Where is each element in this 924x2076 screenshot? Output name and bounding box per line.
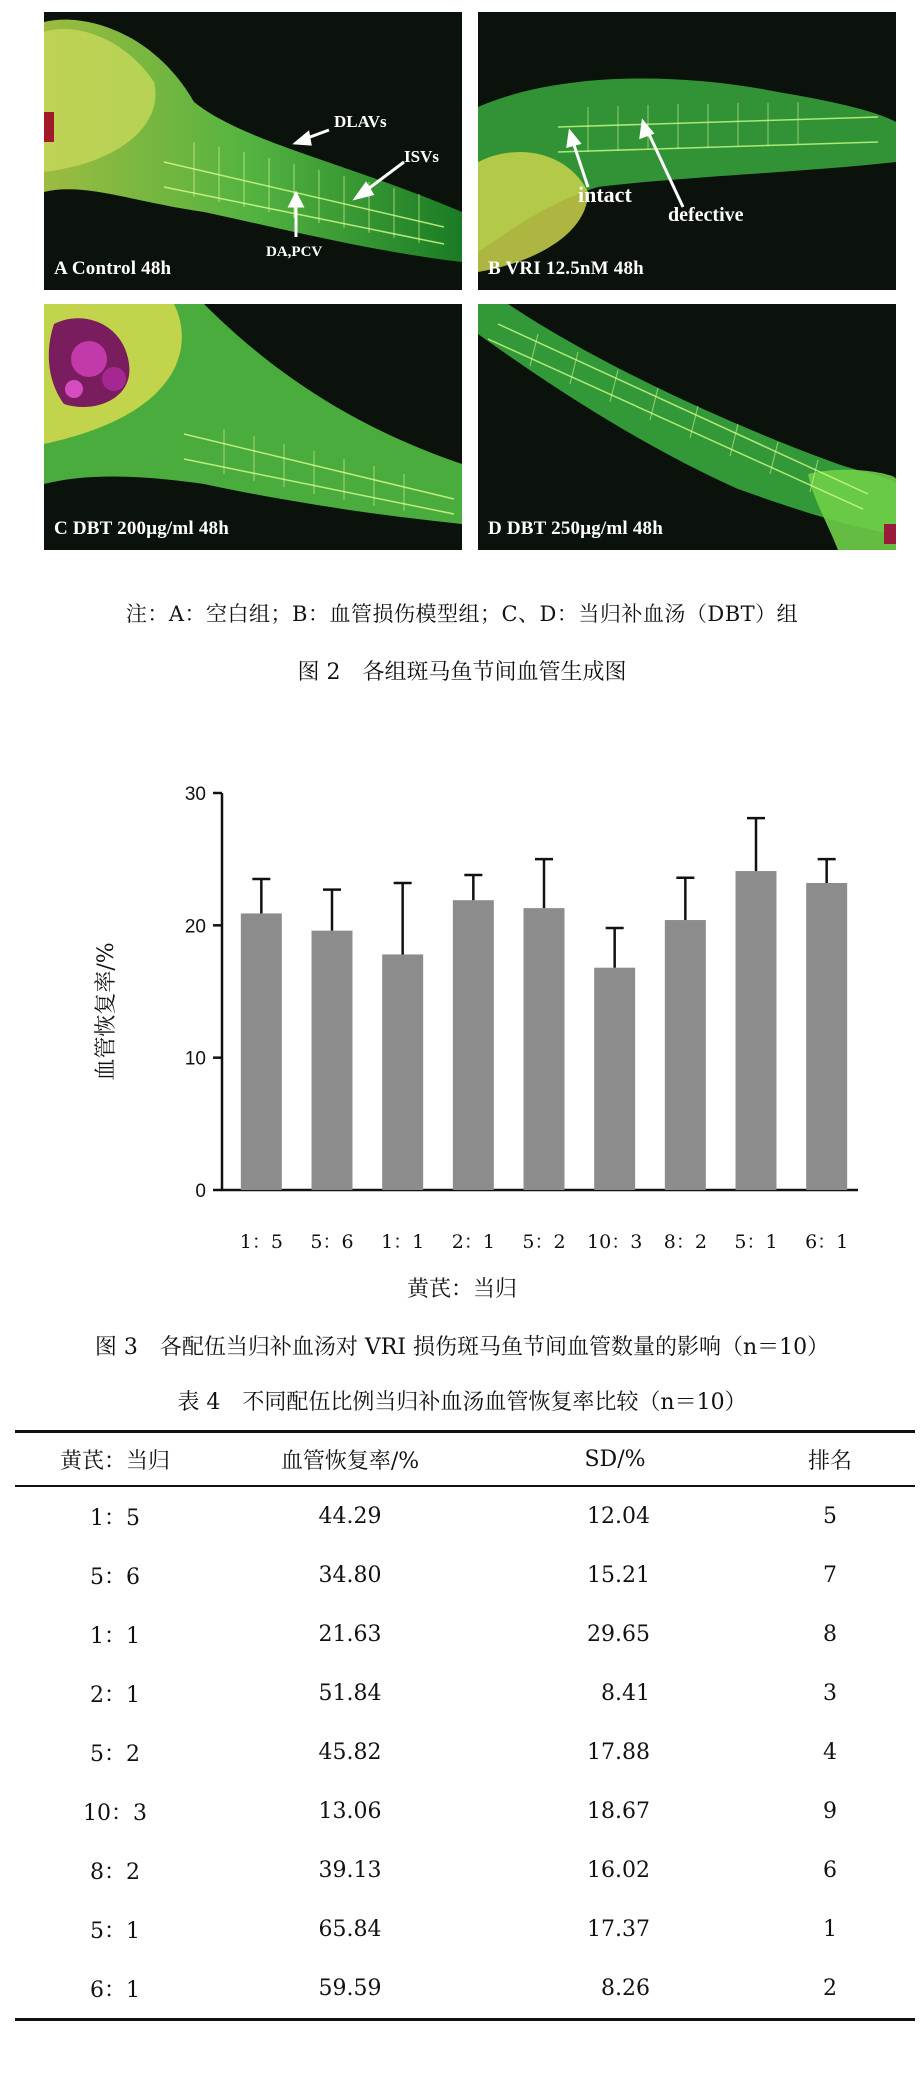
dlav-label: DLAVs (334, 112, 387, 131)
isv-label: ISVs (404, 147, 439, 166)
table-row (15, 1959, 915, 2018)
x-tick-label: 8：2 (663, 1231, 707, 1253)
cell-ratio: 5：1 (90, 1918, 140, 1944)
x-tick-label: 1：1 (381, 1231, 425, 1253)
cell-recovery-rate: 13.06 (318, 1798, 382, 1824)
header-rank: 排名 (807, 1448, 852, 1474)
table-bottom-rule (15, 2018, 915, 2021)
cell-rank: 7 (823, 1562, 837, 1588)
cell-sd (485, 1900, 745, 1959)
cell-sd-value: 8.26 (601, 1975, 650, 2001)
y-tick-label: 10 (184, 1048, 206, 1070)
x-tick-label: 5：1 (734, 1231, 778, 1253)
table-row (15, 1546, 915, 1605)
zebrafish-dbt250-image (478, 304, 896, 550)
cell-sd (485, 1487, 745, 1546)
table-row (15, 1900, 915, 1959)
cell-recovery-rate: 39.13 (318, 1857, 382, 1883)
bar (382, 954, 423, 1190)
cell-sd (485, 1605, 745, 1664)
zebrafish-control-image (44, 12, 462, 290)
x-tick-label: 10：3 (587, 1231, 643, 1253)
cell-recovery-rate: 51.84 (318, 1680, 382, 1706)
table4-caption: 表 4 不同配伍比例当归补血汤血管恢复率比较（n＝10） (177, 1390, 747, 1415)
x-tick-label: 6：1 (805, 1231, 849, 1253)
table-row (15, 1605, 915, 1664)
cell-ratio: 1：1 (90, 1623, 140, 1649)
cell-rank: 1 (823, 1916, 837, 1942)
panel-d-label: D DBT 250μg/ml 48h (488, 518, 664, 539)
cell-recovery-rate: 21.63 (318, 1621, 382, 1647)
x-tick-label: 2：1 (451, 1231, 495, 1253)
panel-a-label: A Control 48h (54, 258, 172, 279)
bar (524, 908, 565, 1190)
bar (241, 913, 282, 1190)
x-tick-label: 5：2 (522, 1231, 566, 1253)
cell-sd (485, 1782, 745, 1841)
recovery-rate-bar-chart (0, 760, 924, 1260)
x-tick-label: 1：5 (239, 1231, 283, 1253)
cell-rank: 3 (823, 1680, 837, 1706)
cell-ratio: 2：1 (90, 1682, 140, 1708)
header-sd: SD/% (584, 1446, 646, 1472)
panel-b-label: B VRI 12.5nM 48h (488, 258, 644, 279)
table-row (15, 1841, 915, 1900)
cell-sd (485, 1841, 745, 1900)
defective-label: defective (668, 204, 744, 226)
cell-sd (485, 1723, 745, 1782)
bar (312, 931, 353, 1190)
cell-sd-value: 15.21 (587, 1562, 650, 1588)
cell-sd-value: 17.88 (587, 1739, 650, 1765)
cell-sd-value: 29.65 (587, 1621, 650, 1647)
y-tick-label: 20 (184, 916, 206, 938)
cell-ratio: 6：1 (90, 1977, 140, 2003)
cell-sd (485, 1664, 745, 1723)
cell-rank: 5 (823, 1503, 837, 1529)
table-row (15, 1487, 915, 1546)
bar (594, 968, 635, 1190)
cell-recovery-rate: 59.59 (318, 1975, 382, 2001)
header-recovery-rate: 血管恢复率/% (280, 1448, 420, 1474)
cell-sd-value: 8.41 (601, 1680, 650, 1706)
cell-sd (485, 1546, 745, 1605)
bar (736, 871, 777, 1190)
cell-ratio: 8：2 (90, 1859, 140, 1885)
cell-recovery-rate: 34.80 (318, 1562, 382, 1588)
table-header-row (15, 1433, 915, 1485)
cell-sd-value: 18.67 (587, 1798, 650, 1824)
table-row (15, 1782, 915, 1841)
bar (453, 900, 494, 1190)
cell-recovery-rate: 65.84 (318, 1916, 382, 1942)
cell-ratio: 10：3 (83, 1800, 147, 1826)
y-axis-title: 血管恢复率/% (94, 942, 119, 1081)
cell-sd-value: 17.37 (587, 1916, 650, 1942)
cell-ratio: 5：2 (90, 1741, 140, 1767)
bar (806, 883, 847, 1190)
cell-ratio: 5：6 (90, 1564, 140, 1590)
bar (665, 920, 706, 1190)
cell-rank: 8 (823, 1621, 837, 1647)
zebrafish-vri-image (478, 12, 896, 290)
figure2-caption: 图 2 各组斑马鱼节间血管生成图 (297, 660, 627, 685)
cell-rank: 6 (823, 1857, 837, 1883)
zebrafish-dbt200-image (44, 304, 462, 550)
cell-rank: 9 (823, 1798, 837, 1824)
header-ratio: 黄芪：当归 (59, 1448, 170, 1474)
micrograph-panel-a (44, 12, 462, 290)
table-row (15, 1664, 915, 1723)
figure2-note: 注：A：空白组；B：血管损伤模型组；C、D：当归补血汤（DBT）组 (125, 602, 799, 626)
cell-recovery-rate: 45.82 (318, 1739, 382, 1765)
da-pcv-label: DA,PCV (266, 244, 323, 260)
x-tick-label: 5：6 (310, 1231, 354, 1253)
y-tick-label: 30 (184, 784, 206, 805)
micrograph-panel-d (478, 304, 896, 550)
cell-ratio: 1：5 (90, 1505, 140, 1531)
cell-rank: 4 (823, 1739, 837, 1765)
micrograph-panel-b (478, 12, 896, 290)
panel-c-label: C DBT 200μg/ml 48h (54, 518, 230, 539)
y-tick-label: 0 (195, 1181, 206, 1202)
intact-label: intact (578, 182, 632, 207)
micrograph-panel-c (44, 304, 462, 550)
cell-recovery-rate: 44.29 (318, 1503, 382, 1529)
chart-x-axis-title: 黄芪：当归 (406, 1277, 517, 1302)
cell-rank: 2 (823, 1975, 837, 2001)
cell-sd-value: 12.04 (587, 1503, 650, 1529)
recovery-rate-table (15, 1430, 915, 2021)
table-body (15, 1487, 915, 2018)
figure3-caption: 图 3 各配伍当归补血汤对 VRI 损伤斑马鱼节间血管数量的影响（n＝10） (94, 1335, 830, 1360)
cell-sd (485, 1959, 745, 2018)
table-row (15, 1723, 915, 1782)
cell-sd-value: 16.02 (587, 1857, 650, 1883)
